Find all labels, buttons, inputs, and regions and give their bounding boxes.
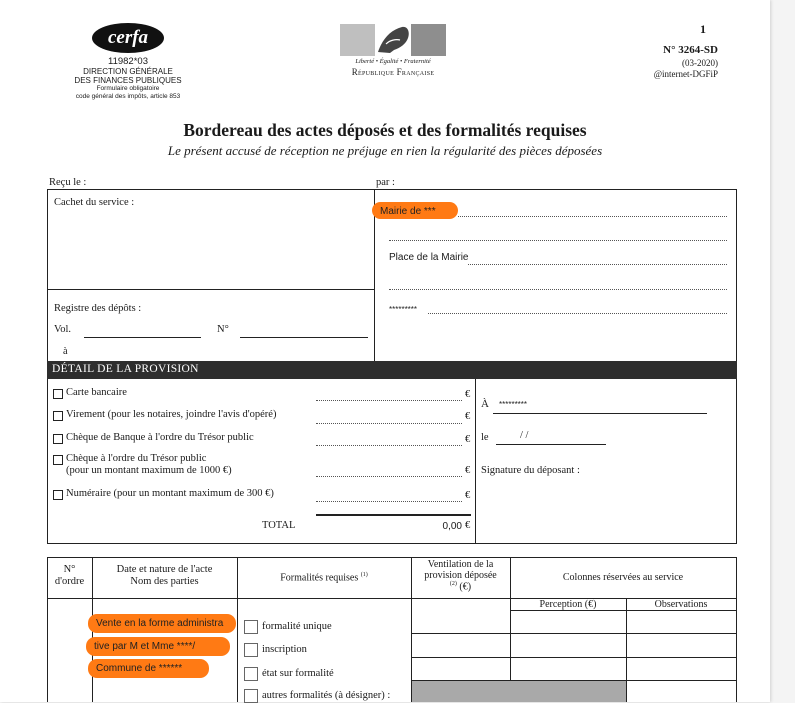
col-ventilation-l3 bbox=[411, 581, 510, 592]
address-stars: ********* bbox=[389, 305, 418, 314]
inscription-label: inscription bbox=[262, 644, 307, 655]
cachet-label: Cachet du service : bbox=[54, 197, 135, 208]
provision-item-cheque-tresor-limit: (pour un montant maximum de 1000 €) bbox=[66, 465, 232, 476]
page-subtitle: Le présent accusé de réception ne préjuge en rien la régularité des pièces déposées bbox=[167, 143, 603, 158]
col-numero-l1: N° bbox=[63, 564, 76, 575]
col-date-l1: Date et nature de l'acte bbox=[116, 564, 213, 575]
col-date-l2: Nom des parties bbox=[130, 576, 199, 587]
mairie-highlight bbox=[372, 202, 458, 219]
checkbox-numeraire[interactable] bbox=[53, 490, 63, 500]
date-field[interactable] bbox=[496, 444, 606, 445]
acte-line-3: Commune de ****** bbox=[96, 663, 183, 674]
col-ventilation-l2: provision déposée bbox=[424, 570, 497, 581]
date-slashes: / / bbox=[520, 430, 529, 441]
acte-highlight-1 bbox=[88, 614, 236, 633]
vol-label: Vol. bbox=[54, 324, 72, 335]
col-perception: Perception (€) bbox=[539, 599, 597, 610]
republique-francaise: République Française bbox=[351, 67, 435, 77]
cerfa-number: 11982*03 bbox=[108, 56, 148, 67]
col-observations: Observations bbox=[654, 599, 708, 610]
direction-line2: DES FINANCES PUBLIQUES bbox=[74, 76, 182, 85]
provision-item-carte: Carte bancaire bbox=[66, 387, 127, 398]
numero-field[interactable] bbox=[240, 337, 368, 338]
checkbox-inscription[interactable] bbox=[244, 643, 258, 657]
checkbox-cheque-banque[interactable] bbox=[53, 434, 63, 444]
recu-le-label: Reçu le : bbox=[49, 177, 87, 188]
signature-label: Signature du déposant : bbox=[481, 465, 580, 476]
form-number: N° 3264-SD bbox=[663, 44, 718, 56]
marianne-logo-icon bbox=[338, 22, 448, 58]
acte-highlight-3 bbox=[88, 659, 209, 678]
col-formalites-label: Formalités requises bbox=[280, 572, 359, 584]
autres-formalites-label: autres formalités (à désigner) : bbox=[262, 690, 391, 701]
registre-label: Registre des dépôts : bbox=[54, 303, 142, 314]
code-general: code général des impôts, article 853 bbox=[75, 93, 181, 100]
currency-carte: € bbox=[465, 389, 471, 400]
provision-heading: DÉTAIL DE LA PROVISION bbox=[52, 363, 199, 375]
checkbox-autres-formalites[interactable] bbox=[244, 689, 258, 703]
le-label: le bbox=[481, 432, 489, 443]
provision-heading-band bbox=[47, 361, 737, 379]
currency-cheque-banque: € bbox=[465, 434, 471, 445]
checkbox-virement[interactable] bbox=[53, 411, 63, 421]
a-place-label: À bbox=[481, 398, 489, 410]
vol-field[interactable] bbox=[84, 337, 201, 338]
par-label: par : bbox=[376, 177, 395, 188]
motto: Liberté • Égalité • Fraternité bbox=[355, 58, 431, 65]
formalite-unique-label: formalité unique bbox=[262, 621, 332, 632]
mairie-value: Mairie de *** bbox=[380, 206, 436, 217]
col-ventilation-unit: (€) bbox=[459, 581, 472, 593]
total-currency: € bbox=[465, 520, 471, 531]
place-mairie: Place de la Mairie bbox=[389, 252, 469, 263]
currency-virement: € bbox=[465, 411, 471, 422]
col-reserved: Colonnes réservées au service bbox=[562, 572, 684, 583]
checkbox-carte-bancaire[interactable] bbox=[53, 389, 63, 399]
cerfa-logo: cerfa bbox=[92, 23, 164, 53]
provision-item-cheque-tresor: Chèque à l'ordre du Trésor public bbox=[66, 453, 207, 464]
total-value: 0,00 bbox=[442, 521, 462, 532]
acte-line-1: Vente en la forme administra bbox=[96, 618, 224, 629]
page-title: Bordereau des actes déposés et des formalités requises bbox=[183, 120, 587, 140]
provision-item-virement: Virement (pour les notaires, joindre l'avis d'opéré) bbox=[66, 409, 277, 420]
form-date: (03-2020) bbox=[682, 58, 718, 68]
page-number: 1 bbox=[700, 22, 706, 36]
col-numero-l2: d'ordre bbox=[54, 576, 85, 587]
formulaire-obligatoire: Formulaire obligatoire bbox=[96, 85, 160, 92]
checkbox-cheque-tresor[interactable] bbox=[53, 455, 63, 465]
numero-label: N° bbox=[217, 324, 229, 335]
currency-numeraire: € bbox=[465, 490, 471, 501]
col-ventilation-note: (2) bbox=[449, 581, 457, 587]
checkbox-etat-formalite[interactable] bbox=[244, 667, 258, 681]
col-formalites-note: (1) bbox=[360, 572, 368, 578]
provision-item-cheque-banque: Chèque de Banque à l'ordre du Trésor public bbox=[66, 432, 254, 443]
acte-highlight-2 bbox=[86, 637, 230, 656]
form-source: @internet-DGFiP bbox=[653, 69, 718, 79]
a-label: à bbox=[63, 346, 68, 357]
total-label: TOTAL bbox=[262, 520, 296, 531]
acte-line-2: tive par M et Mme ****/ bbox=[94, 641, 196, 652]
col-ventilation-l1: Ventilation de la bbox=[427, 559, 494, 570]
checkbox-formalite-unique[interactable] bbox=[244, 620, 258, 634]
currency-cheque-tresor: € bbox=[465, 465, 471, 476]
reserved-gray-cell bbox=[412, 681, 626, 702]
etat-formalite-label: état sur formalité bbox=[262, 668, 334, 679]
col-formalites bbox=[237, 572, 411, 583]
provision-item-numeraire: Numéraire (pour un montant maximum de 300 €) bbox=[66, 488, 274, 499]
direction-line1: DIRECTION GÉNÉRALE bbox=[83, 67, 173, 76]
a-place-value: ********* bbox=[499, 400, 528, 409]
